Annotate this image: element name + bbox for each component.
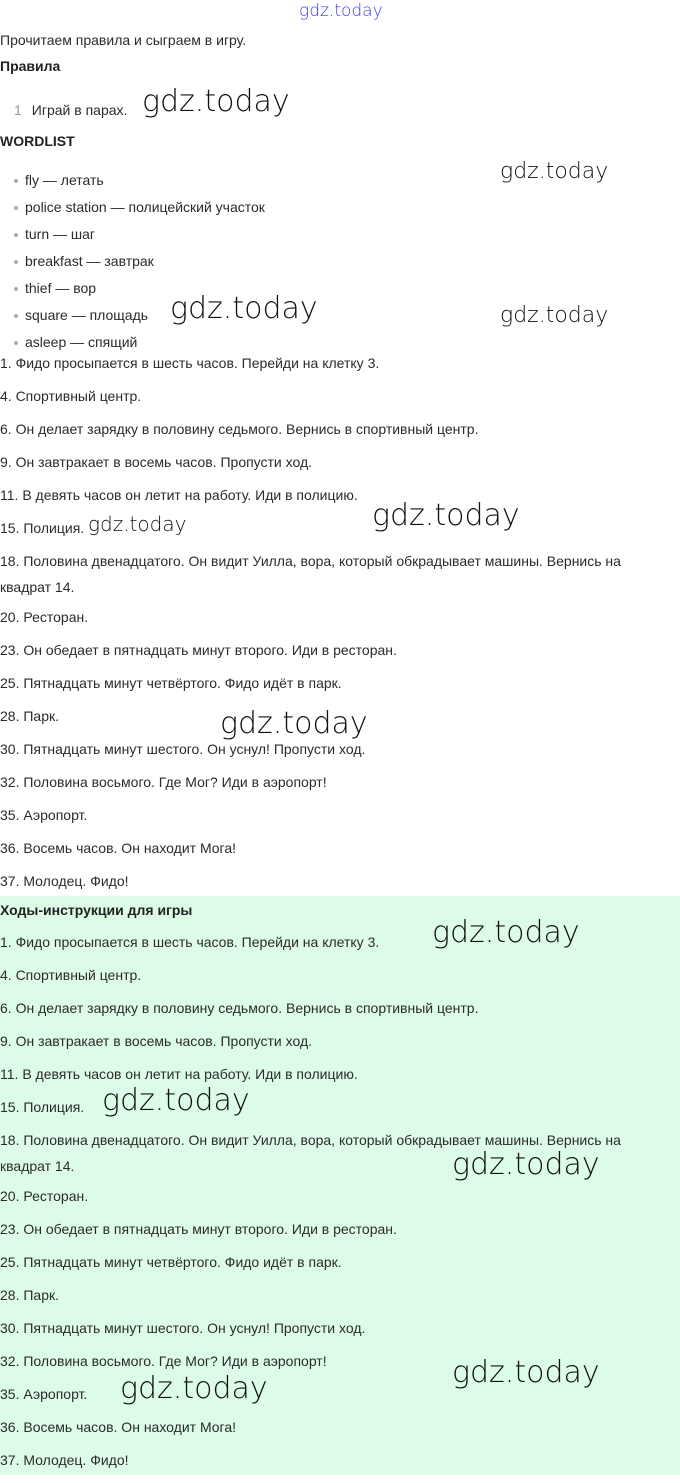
watermark: gdz.today xyxy=(452,1147,600,1182)
watermark: gdz.today xyxy=(88,512,187,536)
step-item: 1. Фидо просыпается в шесть часов. Перейди на клетку 3. xyxy=(0,355,380,371)
step-item: 23. Он обедает в пятнадцать минут второго. Иди в ресторан. xyxy=(0,1221,397,1237)
step-item: 32. Половина восьмого. Где Мог? Иди в аэропорт! xyxy=(0,774,327,790)
step-item: 30. Пятнадцать минут шестого. Он уснул! Пропусти ход. xyxy=(0,1320,366,1336)
rule-number: 1 xyxy=(14,102,22,118)
bullet-icon xyxy=(14,314,18,318)
wordlist-item xyxy=(14,170,104,190)
step-item: 4. Спортивный центр. xyxy=(0,388,142,404)
watermark: gdz.today xyxy=(452,1355,600,1390)
bullet-icon xyxy=(14,341,18,345)
wordlist-item xyxy=(14,197,265,217)
step-item: 23. Он обедает в пятнадцать минут второго. Иди в ресторан. xyxy=(0,642,397,658)
step-item: 15. Полиция. xyxy=(0,520,85,536)
bullet-icon xyxy=(14,287,18,291)
watermark: gdz.today xyxy=(500,159,609,184)
step-item: 9. Он завтракает в восемь часов. Пропусти ход. xyxy=(0,1033,313,1049)
step-item: 18. Половина двенадцатого. Он видит Уилла, вора, который обкрадывает машины. Вернись на квадрат 14. xyxy=(0,553,621,595)
watermark: gdz.today xyxy=(432,915,580,950)
watermark: gdz.today xyxy=(299,1,383,21)
wordlist-item xyxy=(14,251,154,271)
bullet-icon xyxy=(14,179,18,183)
wordlist-text: asleep — спящий xyxy=(25,334,138,350)
bullet-icon xyxy=(14,233,18,237)
wordlist-text: police station — полицейский участок xyxy=(25,199,265,215)
step-item: 6. Он делает зарядку в половину седьмого. Вернись в спортивный центр. xyxy=(0,421,479,437)
step-item: 15. Полиция. xyxy=(0,1099,85,1115)
step-item: 28. Парк. xyxy=(0,1287,60,1303)
step-item: 32. Половина восьмого. Где Мог? Иди в аэропорт! xyxy=(0,1353,327,1369)
watermark: gdz.today xyxy=(170,291,318,326)
answer-steps-list xyxy=(0,932,680,1483)
step-item: 25. Пятнадцать минут четвёртого. Фидо идёт в парк. xyxy=(0,675,342,691)
step-item: 37. Молодец. Фидо! xyxy=(0,873,129,889)
rule-text: Играй в парах. xyxy=(31,102,128,118)
bullet-icon xyxy=(14,206,18,210)
step-item: 20. Ресторан. xyxy=(0,609,89,625)
wordlist-heading: WORDLIST xyxy=(0,133,75,149)
step-item: 30. Пятнадцать минут шестого. Он уснул! Пропусти ход. xyxy=(0,741,366,757)
wordlist-text: thief — вор xyxy=(25,280,97,296)
watermark: gdz.today xyxy=(120,1371,268,1406)
watermark: gdz.today xyxy=(500,303,609,328)
step-item: 4. Спортивный центр. xyxy=(0,967,142,983)
step-item: 37. Молодец. Фидо! xyxy=(0,1452,129,1468)
step-item: 20. Ресторан. xyxy=(0,1188,89,1204)
wordlist-text: turn — шаг xyxy=(25,226,96,242)
step-item: 36. Восемь часов. Он находит Мога! xyxy=(0,1419,237,1435)
wordlist-item xyxy=(14,224,95,244)
wordlist-text: fly — летать xyxy=(25,172,104,188)
step-item: 1. Фидо просыпается в шесть часов. Перейди на клетку 3. xyxy=(0,934,380,950)
watermark: gdz.today xyxy=(142,84,290,119)
rules-heading: Правила xyxy=(0,58,61,74)
wordlist-text: square — площадь xyxy=(25,307,149,323)
step-item: 25. Пятнадцать минут четвёртого. Фидо идёт в парк. xyxy=(0,1254,342,1270)
wordlist-item xyxy=(14,305,148,325)
intro-text: Прочитаем правила и сыграем в игру. xyxy=(0,32,247,48)
wordlist-text: breakfast — завтрак xyxy=(25,253,154,269)
watermark: gdz.today xyxy=(102,1083,250,1118)
rule-item xyxy=(0,100,127,120)
step-item: 36. Восемь часов. Он находит Мога! xyxy=(0,840,237,856)
wordlist-item xyxy=(14,332,137,352)
step-item: 28. Парк. xyxy=(0,708,60,724)
wordlist-item xyxy=(14,278,96,298)
step-item: 18. Половина двенадцатого. Он видит Уилла, вора, который обкрадывает машины. Вернись на квадрат 14. xyxy=(0,1132,621,1174)
step-item: 35. Аэропорт. xyxy=(0,1386,88,1402)
bullet-icon xyxy=(14,260,18,264)
watermark: gdz.today xyxy=(372,498,520,533)
step-item: 11. В девять часов он летит на работу. Иди в полицию. xyxy=(0,1066,358,1082)
answer-heading: Ходы-инструкции для игры xyxy=(0,902,193,918)
step-item: 11. В девять часов он летит на работу. Иди в полицию. xyxy=(0,487,358,503)
step-item: 9. Он завтракает в восемь часов. Пропусти ход. xyxy=(0,454,313,470)
step-item: 6. Он делает зарядку в половину седьмого. Вернись в спортивный центр. xyxy=(0,1000,479,1016)
step-item: 35. Аэропорт. xyxy=(0,807,88,823)
steps-list xyxy=(0,353,680,904)
watermark: gdz.today xyxy=(220,706,368,741)
